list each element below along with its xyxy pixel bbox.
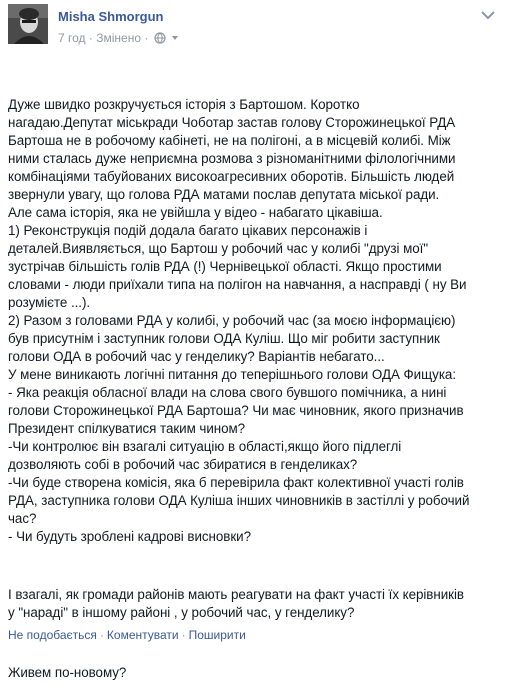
edited-label[interactable]: Змінено (96, 30, 141, 45)
post-actions (8, 628, 246, 642)
chevron-down-icon[interactable] (481, 10, 495, 20)
post-time[interactable]: 7 год (58, 30, 86, 45)
globe-icon[interactable] (154, 32, 166, 44)
author-avatar[interactable] (8, 4, 48, 44)
post-meta (58, 30, 179, 45)
meta-separator: · (88, 30, 93, 45)
share-button[interactable]: Поширити (188, 628, 246, 642)
post-body (8, 60, 498, 700)
post-paragraph: Живем по-новому? (8, 665, 127, 680)
comment-button[interactable]: Коментувати (106, 628, 179, 642)
action-separator: · (99, 628, 104, 642)
unlike-button[interactable]: Не подобається (8, 628, 97, 642)
post-paragraph: Дуже швидко розкручується історія з Бартошом. Коротко нагадаю.Депутат міськради Чоботар застав голову Сторожинецької РДА Бартоша не в робочому кабінеті, не на полігоні, а в місцевій колибі. Між ними сталась дуже неприємна розмова з різноманітними філологічними комбінаціями табуйованих високоагресивних оборотів. Більшість людей звернули увагу, що голова РДА матами послав депутата міської ради. Але сама історія, яка не увійшла у відео - набагато цікавіша. 1) Реконструкція подій додала багато цікавих персонажів і деталей.Виявляється, що Бартош у робочий час у колибі "друзі мої" зустрічав більшість голів РДА (!) Чернівецької області. Якщо простими словами - люди приїхали типа на полігон на навчання, а насправді ( ну Ви розумієте ...). 2) Разом з головами РДА у колибі, у робочий час (за моєю інформацією) був присутнім і заступник голови ОДА Куліш. Що міг робити заступник голови ОДА в робочий час у генделику? Варіантів небагато... У мене виникають логічні питання до теперішнього голови ОДА Фищука: - Яка реакція обласної влади на слова свого бувшого помічника, а нині голови Сторожинецької РДА Бартоша? Чи має чиновник, якого призначив Президент спілкуватися таким чином? -Чи контролює він взагалі ситуацію в області,якщо його підлеглі дозволяють собі в робочий час збиратися в генделиках? -Чи буде створена комісія, яка б перевірила факт колективної участі голів РДА, заступника голови ОДА Куліша інших чиновників в застіллі у робочий час? - Чи будуть зроблені кадрові висновки? (8, 97, 470, 544)
privacy-dropdown-icon[interactable] (171, 34, 179, 42)
post-header (8, 2, 497, 50)
post-paragraph: І взагалі, як громади районів мають реагувати на факт участі їх керівників у "нараді" в іншому районі , у робочий час, у генделику? (8, 587, 464, 620)
meta-separator: · (144, 30, 149, 45)
action-separator: · (181, 628, 186, 642)
avatar-photo-icon (8, 4, 48, 44)
author-name[interactable]: Misha Shmorgun (58, 9, 164, 24)
